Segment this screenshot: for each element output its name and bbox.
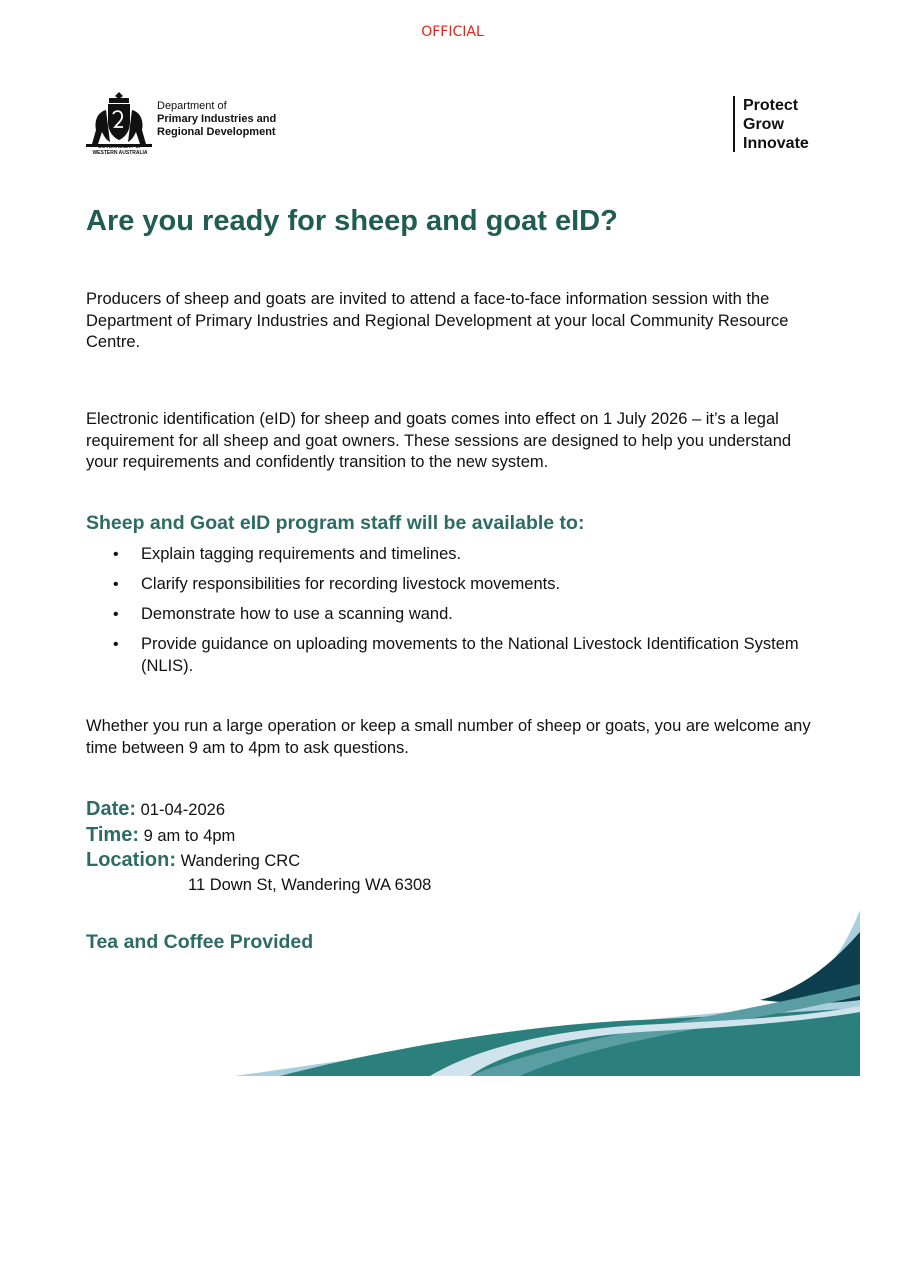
page-title: Are you ready for sheep and goat eID?: [86, 205, 618, 237]
location-row: [86, 848, 431, 874]
department-line-3: Regional Development: [157, 126, 276, 138]
government-line-1: GOVERNMENT OF: [97, 144, 143, 150]
tagline: [733, 96, 809, 152]
list-item: [86, 634, 826, 677]
classification-label: OFFICIAL: [421, 24, 484, 40]
date-value: 01-04-2026: [140, 801, 226, 819]
list-item: [86, 574, 826, 596]
bullet-icon: •: [113, 546, 119, 563]
refreshments-note: Tea and Coffee Provided: [86, 931, 314, 953]
tagline-innovate: Innovate: [743, 135, 809, 152]
bullet-text: Clarify responsibilities for recording livestock movements.: [141, 575, 561, 593]
decorative-wave-banner: [0, 900, 905, 1090]
location-line-2: 11 Down St, Wandering WA 6308: [188, 875, 432, 894]
eid-paragraph: Electronic identification (eID) for sheep and goats comes into effect on 1 July 2026 – it’s a legal requirement for all sheep and goat owners. These sessions are designed to help you understand your requirements and confidently transition to the new system.: [86, 410, 792, 471]
intro-paragraph: Producers of sheep and goats are invited to attend a face-to-face information session with the Department of Primary Industries and Regional Development at your local Community Resource Centre.: [86, 290, 789, 351]
welcome-paragraph: Whether you run a large operation or keep a small number of sheep or goats, you are welcome any time between 9 am to 4pm to ask questions.: [86, 717, 811, 757]
staff-bullet-list: [86, 544, 826, 686]
date-label: Date:: [86, 798, 137, 820]
session-details: [86, 797, 431, 896]
bullet-text: Explain tagging requirements and timelines.: [141, 545, 462, 563]
tagline-grow: Grow: [743, 116, 784, 133]
bullet-text: Provide guidance on uploading movements to the National Livestock Identification System (NLIS).: [141, 635, 799, 675]
government-label: [84, 144, 156, 156]
bullet-icon: •: [113, 636, 119, 653]
department-line-2: Primary Industries and: [157, 113, 277, 125]
government-line-2: WESTERN AUSTRALIA: [92, 150, 148, 156]
department-line-1: Department of: [157, 100, 227, 112]
department-name: [157, 100, 276, 139]
location-line-1: Wandering CRC: [180, 852, 301, 870]
location-label: Location:: [86, 849, 176, 871]
time-label: Time:: [86, 823, 139, 846]
tagline-protect: Protect: [743, 97, 799, 114]
list-item: [86, 604, 826, 626]
bullet-text: Demonstrate how to use a scanning wand.: [141, 605, 453, 623]
time-value: 9 am to 4pm: [143, 826, 236, 845]
list-item: [86, 544, 826, 566]
bullet-icon: •: [113, 606, 119, 623]
bullet-icon: •: [113, 576, 119, 593]
staff-heading: Sheep and Goat eID program staff will be available to:: [86, 512, 585, 534]
time-row: [86, 823, 431, 849]
date-row: [86, 797, 431, 823]
